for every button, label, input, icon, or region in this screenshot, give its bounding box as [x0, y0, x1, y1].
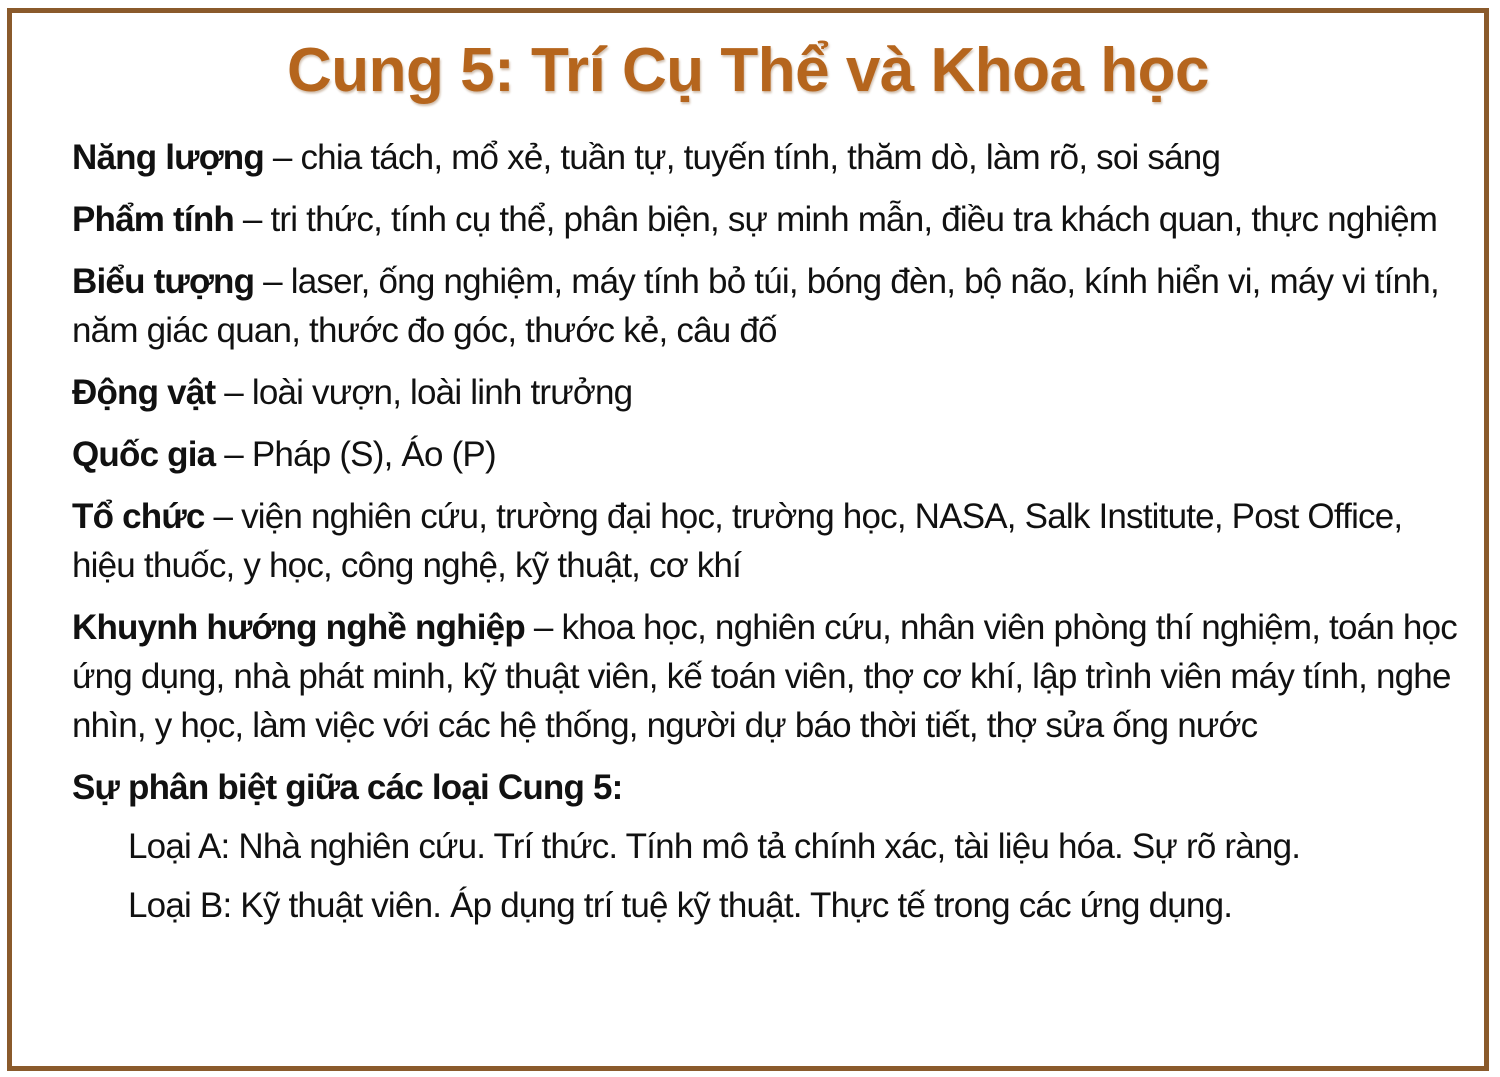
entry-text: viện nghiên cứu, trường đại học, trường học, NASA, Salk Institute, Post Office, hiệu thuốc, y học, công nghệ, kỹ thuật, cơ khí	[72, 497, 1403, 585]
entry-quoc-gia	[72, 430, 1472, 479]
entry-term: Phẩm tính	[72, 200, 234, 239]
entry-text: chia tách, mổ xẻ, tuần tự, tuyến tính, thăm dò, làm rõ, soi sáng	[300, 138, 1221, 177]
entry-text: khoa học, nghiên cứu, nhân viên phòng thí nghiệm, toán học ứng dụng, nhà phát minh, kỹ thuật viên, kế toán viên, thợ cơ khí, lập trình viên máy tính, nghe nhìn, y học, làm việc với các hệ thống, người dự báo thời tiết, thợ sửa ống nước	[72, 608, 1457, 745]
entry-text: loài vượn, loài linh trưởng	[251, 373, 633, 412]
page-title: Cung 5: Trí Cụ Thể và Khoa học	[287, 36, 1209, 105]
entry-separator: –	[204, 497, 242, 536]
entry-nang-luong	[72, 133, 1472, 182]
entry-term: Tổ chức	[72, 497, 205, 536]
document-body	[72, 133, 1472, 940]
type-b-item: Loại B: Kỹ thuật viên. Áp dụng trí tuệ kỹ thuật. Thực tế trong các ứng dụng.	[128, 886, 1233, 925]
entry-term: Biểu tượng	[72, 262, 255, 301]
entry-term: Năng lượng	[72, 138, 264, 177]
entry-separator: –	[215, 373, 252, 412]
entry-separator: –	[254, 262, 291, 301]
entry-separator: –	[524, 608, 562, 647]
entry-separator: –	[263, 138, 301, 177]
entry-pham-tinh	[72, 195, 1472, 244]
entry-separator: –	[215, 435, 252, 474]
entry-khuynh-huong-nghe-nghiep	[72, 603, 1472, 750]
entry-text: tri thức, tính cụ thể, phân biện, sự minh mẫn, điều tra khách quan, thực nghiệm	[270, 200, 1438, 239]
entry-term: Động vật	[72, 373, 216, 412]
distinction-heading: Sự phân biệt giữa các loại Cung 5:	[72, 768, 623, 807]
entry-dong-vat	[72, 368, 1472, 417]
type-a-item: Loại A: Nhà nghiên cứu. Trí thức. Tính mô tả chính xác, tài liệu hóa. Sự rõ ràng.	[128, 827, 1301, 866]
entry-text: Pháp (S), Áo (P)	[251, 435, 496, 474]
document-card	[7, 8, 1489, 1071]
entry-separator: –	[233, 200, 271, 239]
entry-term: Khuynh hướng nghề nghiệp	[72, 608, 525, 647]
entry-bieu-tuong	[72, 257, 1472, 355]
entry-text: laser, ống nghiệm, máy tính bỏ túi, bóng đèn, bộ não, kính hiển vi, máy vi tính, năm giác quan, thước đo góc, thước kẻ, câu đố	[72, 262, 1439, 350]
entry-term: Quốc gia	[72, 435, 216, 474]
entry-to-chuc	[72, 492, 1472, 590]
